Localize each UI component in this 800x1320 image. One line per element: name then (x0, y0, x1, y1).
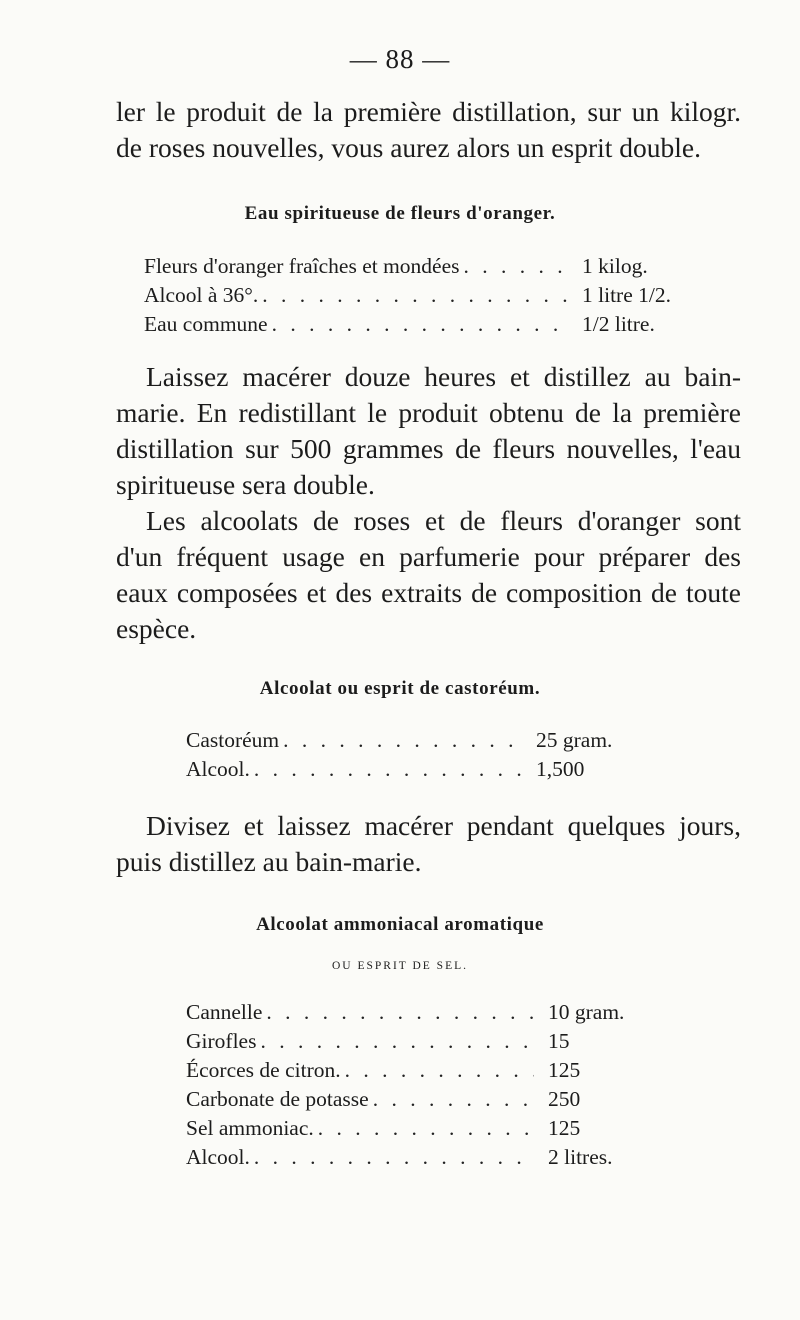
page-number: — 88 — (349, 44, 451, 74)
ingredient-quantity: 2 litres. (548, 1145, 613, 1169)
ingredient-quantity: 1,500 (536, 757, 585, 781)
ingredient-quantity: 1/2 litre. (582, 312, 655, 336)
body-paragraph (116, 503, 741, 647)
ingredient-row (186, 726, 666, 755)
ingredient-name: Écorces de citron. (186, 1058, 341, 1082)
text-line: espèce. (116, 613, 197, 644)
text-line: distillation sur 500 grammes de fleurs nouvelles, l'eau (116, 433, 741, 464)
ingredient-name: Alcool. (186, 1145, 250, 1169)
dot-leader (250, 755, 522, 784)
ingredient-quantity: 1 kilog. (582, 254, 648, 278)
section-title: Alcoolat ammoniacal aromatique (256, 914, 544, 935)
ingredient-name: Carbonate de potasse (186, 1087, 369, 1111)
ingredient-quantity: 10 gram. (548, 1000, 625, 1024)
ingredient-row (144, 310, 704, 339)
ingredient-quantity: 1 litre 1/2. (582, 283, 671, 307)
body-paragraph (116, 359, 741, 503)
ingredient-name: Girofles (186, 1029, 257, 1053)
ingredient-quantity: 125 (548, 1116, 581, 1140)
ingredient-list (186, 726, 666, 784)
dot-leader (256, 1027, 534, 1056)
text-line: ler le produit de la première distillation, sur un kilogr. (116, 96, 741, 127)
ingredient-name: Castoréum (186, 728, 280, 752)
dot-leader (262, 998, 534, 1027)
ingredient-list (144, 252, 704, 339)
section-title: Eau spiritueuse de fleurs d'oranger. (244, 203, 556, 224)
dot-leader (250, 1143, 534, 1172)
ingredient-name: Eau commune (144, 312, 268, 336)
ingredient-quantity: 250 (548, 1087, 581, 1111)
ingredient-name: Cannelle (186, 1000, 263, 1024)
text-line: de roses nouvelles, vous aurez alors un esprit double. (116, 132, 701, 163)
ingredient-name: Alcool. (186, 757, 250, 781)
ingredient-quantity: 25 gram. (536, 728, 613, 752)
text-line: eaux composées et des extraits de composition de toute (116, 577, 741, 608)
ingredient-row (186, 1143, 666, 1172)
ingredient-row (144, 252, 704, 281)
dot-leader (258, 281, 568, 310)
text-line: puis distillez au bain-marie. (116, 846, 422, 877)
ingredient-name: Fleurs d'oranger fraîches et mondées (144, 254, 460, 278)
ingredient-row (186, 1056, 666, 1085)
dot-leader (268, 310, 568, 339)
ingredient-row (186, 755, 666, 784)
dot-leader (460, 252, 568, 281)
body-paragraph (116, 808, 741, 880)
ingredient-list (186, 998, 666, 1172)
dot-leader (341, 1056, 534, 1085)
text-line: marie. En redistillant le produit obtenu de la première (116, 397, 741, 428)
ingredient-row (186, 998, 666, 1027)
dot-leader (279, 726, 522, 755)
ingredient-name: Alcool à 36°. (144, 283, 259, 307)
intro-paragraph (116, 94, 741, 166)
ingredient-row (186, 1114, 666, 1143)
ingredient-name: Sel ammoniac. (186, 1116, 314, 1140)
text-line: Divisez et laissez macérer pendant quelques jours, (146, 810, 741, 841)
text-line: Les alcoolats de roses et de fleurs d'oranger sont (146, 505, 741, 536)
ingredient-quantity: 125 (548, 1058, 581, 1082)
section-subtitle: OU ESPRIT DE SEL. (331, 960, 469, 972)
dot-leader (314, 1114, 534, 1143)
section-title: Alcoolat ou esprit de castoréum. (259, 678, 541, 699)
ingredient-row (186, 1027, 666, 1056)
ingredient-quantity: 15 (548, 1029, 570, 1053)
dot-leader (369, 1085, 534, 1114)
text-line: d'un fréquent usage en parfumerie pour préparer des (116, 541, 741, 572)
ingredient-row (186, 1085, 666, 1114)
text-line: Laissez macérer douze heures et distillez au bain- (146, 361, 741, 392)
text-line: spiritueuse sera double. (116, 469, 375, 500)
ingredient-row (144, 281, 704, 310)
